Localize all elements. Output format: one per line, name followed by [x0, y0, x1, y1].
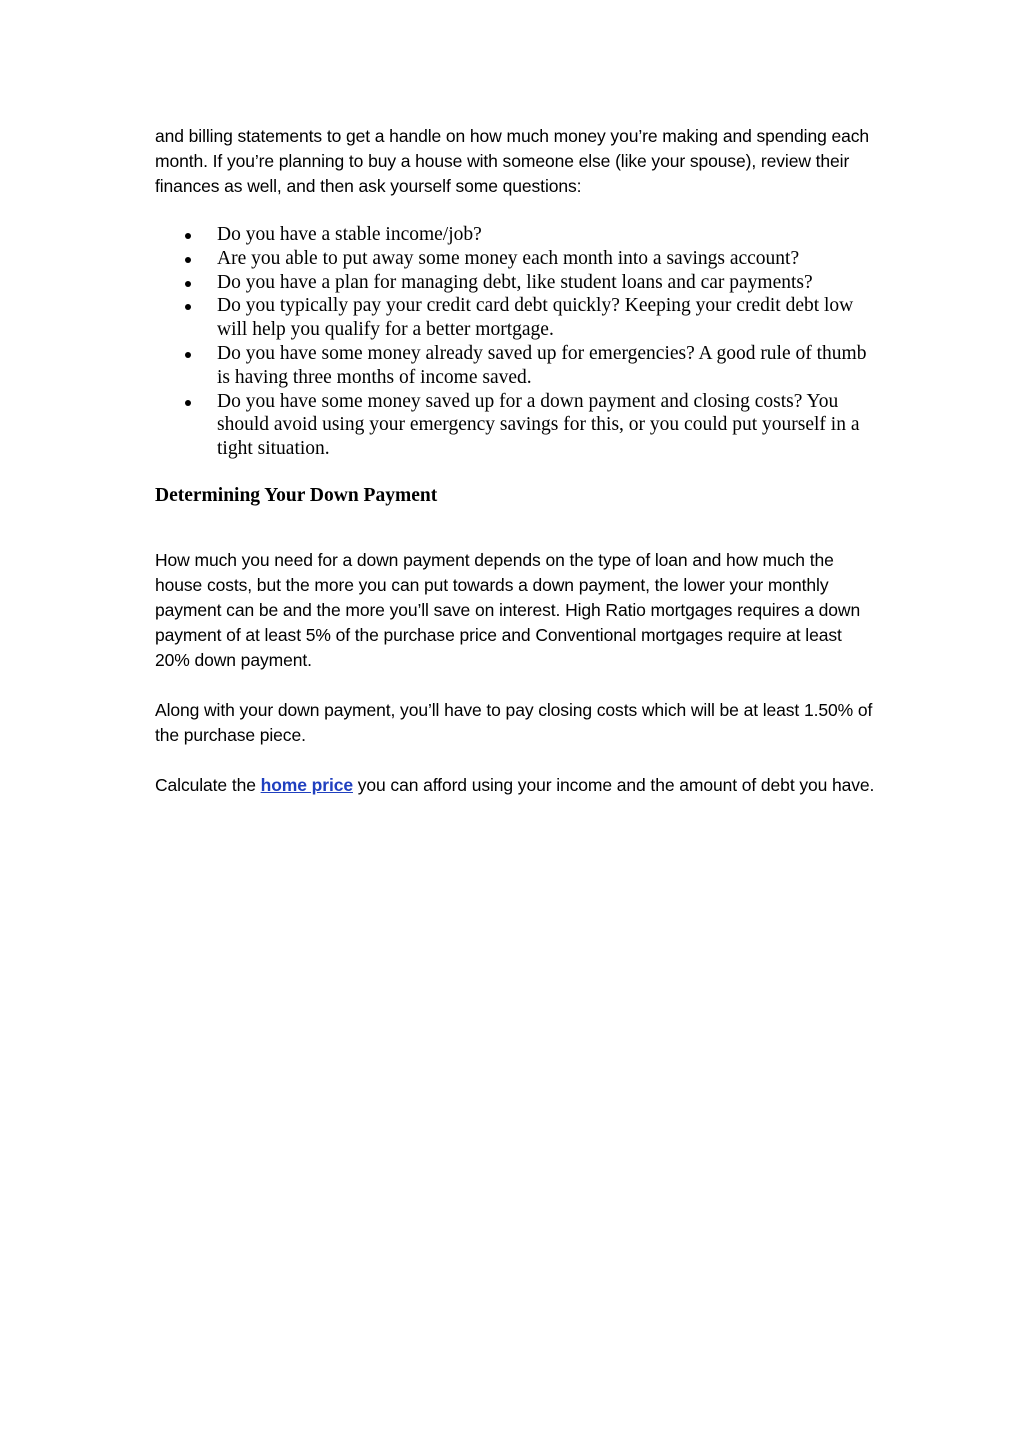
bullet-icon: [185, 400, 191, 406]
list-item: [155, 247, 875, 271]
list-item: [155, 223, 875, 247]
bullet-icon: [185, 304, 191, 310]
down-payment-paragraph: How much you need for a down payment depends on the type of loan and how much the house costs, but the more you can put towards a down payment, the lower your monthly payment can be and the more you’ll save on interest. High Ratio mortgages requires a down payment of at least 5% of the purchase price and Conventional mortgages require at least 20% down payment.: [155, 549, 861, 670]
bullet-icon: [185, 233, 191, 239]
section-heading: Determining Your Down Payment: [155, 484, 438, 506]
list-item: [155, 294, 875, 342]
list-item: [155, 271, 875, 295]
calculate-text-after: you can afford using your income and the amount of debt you have.: [352, 774, 875, 795]
closing-costs-paragraph: Along with your down payment, you’ll have to pay closing costs which will be at least 1.50% of the purchase piece.: [155, 699, 873, 745]
calculate-text-before: Calculate the: [155, 774, 261, 795]
intro-paragraph: and billing statements to get a handle on how much money you’re making and spending each month. If you’re planning to buy a house with someone else (like your spouse), review their finances as well, and then ask yourself some questions:: [155, 126, 870, 196]
list-item-text: Are you able to put away some money each month into a savings account?: [217, 247, 800, 269]
calculate-paragraph: [155, 773, 875, 798]
list-item: [155, 390, 875, 461]
bullet-icon: [185, 257, 191, 263]
document-body: [155, 124, 875, 798]
questions-list: [155, 223, 875, 461]
list-item-text: Do you have some money saved up for a down payment and closing costs? You should avoid using your emergency savings for this, or you could put yourself in a tight situation.: [217, 390, 860, 460]
list-item: [155, 342, 875, 390]
bullet-icon: [185, 352, 191, 358]
list-item-text: Do you have a stable income/job?: [217, 224, 482, 245]
list-item-text: Do you have some money already saved up for emergencies? A good rule of thumb is having three months of income saved.: [217, 342, 867, 388]
bullet-icon: [185, 281, 191, 287]
list-item-text: Do you have a plan for managing debt, like student loans and car payments?: [217, 271, 813, 293]
home-price-link[interactable]: home price: [260, 774, 353, 795]
list-item-text: Do you typically pay your credit card debt quickly? Keeping your credit debt low will help you qualify for a better mortgage.: [217, 295, 854, 341]
